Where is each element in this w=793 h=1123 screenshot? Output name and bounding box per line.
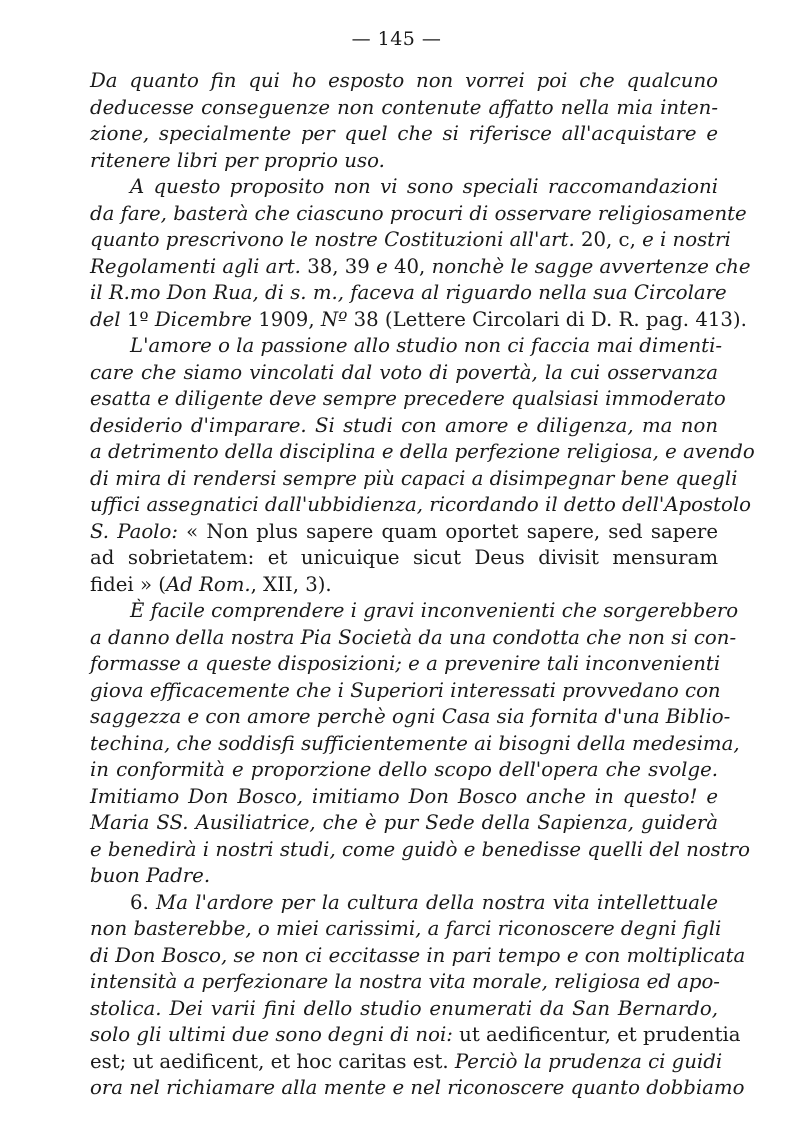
text-run: e i nostri — [635, 228, 731, 251]
text-line — [90, 466, 738, 493]
text-run: È facile comprendere i gravi inconvenienti che sorgerebbero — [130, 599, 739, 622]
text-run: Maria SS. Ausiliatrice, che è pur Sede della Sapienza, guiderà — [90, 811, 718, 834]
text-line — [90, 784, 718, 811]
text-line — [90, 413, 718, 440]
paragraph — [90, 333, 755, 598]
text-line — [90, 810, 718, 837]
text-line — [90, 227, 731, 254]
text-run: Imitiamo Don Bosco, imitiamo Don Bosco anche in questo! e — [90, 784, 718, 808]
text-run: 1909, — [258, 307, 315, 331]
text-run: techina, che soddisfi sufficientemente ai bisogni della medesima, — [90, 731, 740, 755]
text-run: Regolamenti agli art. — [90, 254, 308, 278]
text-run: « Non plus sapere quam oportet sapere, sed sapere — [186, 519, 718, 543]
text-run: uffici assegnatici dall'ubbidienza, ricordando il detto dell'Apostolo — [90, 493, 752, 516]
text-run: 1º — [126, 307, 149, 331]
text-run: ad sobrietatem: et unicuique sicut Deus divisit mensuram — [90, 546, 718, 569]
text-run: ut aedificentur, et prudentia — [459, 1023, 741, 1046]
text-line — [90, 360, 718, 387]
text-line — [90, 1049, 723, 1076]
text-line — [90, 678, 721, 705]
text-line — [90, 704, 731, 731]
text-line — [90, 731, 740, 758]
text-line — [90, 1075, 745, 1102]
text-line — [90, 651, 721, 678]
text-run: a danno della nostra Pia Società da una condotta che non si con- — [90, 625, 737, 649]
text-line — [90, 68, 718, 95]
text-line — [90, 121, 718, 148]
text-line — [90, 916, 722, 943]
text-run: in conformità e proporzione dello scopo dell'opera che svolge. — [90, 758, 718, 781]
page-number: — 145 — — [351, 28, 442, 50]
text-run: zione, specialmente per quel che si riferisce all'acquistare e — [90, 122, 718, 145]
text-run: care che siamo vincolati dal voto di povertà, la cui osservanza — [90, 360, 718, 384]
paragraph — [90, 598, 750, 890]
text-line — [90, 280, 727, 307]
text-run: di mira di rendersi sempre più capaci a disimpegnar bene quegli — [90, 466, 738, 490]
text-line — [90, 598, 739, 625]
text-line — [90, 1022, 741, 1049]
text-line — [90, 545, 718, 572]
text-line — [90, 254, 751, 281]
text-line — [90, 201, 747, 228]
text-line — [90, 492, 752, 519]
text-run: buon Padre. — [90, 864, 211, 887]
text-run: fidei » ( — [90, 572, 166, 596]
text-run: Nº — [314, 307, 354, 331]
text-run: nonchè le sagge avvertenze che — [425, 254, 751, 278]
text-line — [90, 519, 718, 546]
text-run: deducesse conseguenze non contenute affatto nella mia inten- — [90, 95, 718, 119]
text-line — [90, 837, 750, 864]
text-line — [90, 386, 726, 413]
text-run: Ma l'ardore per la cultura della nostra vita intellettuale — [156, 890, 718, 914]
text-run: stolica. Dei varii fini dello studio enumerati da San Bernardo, — [90, 996, 718, 1020]
paragraph — [90, 174, 751, 333]
text-run: 40, — [394, 254, 426, 278]
text-run: del — [90, 307, 127, 331]
text-line — [90, 333, 723, 360]
paragraph — [90, 890, 746, 1102]
text-run: Perciò la prudenza ci guidi — [454, 1049, 723, 1073]
text-run: 6. — [130, 890, 157, 914]
text-line — [90, 996, 718, 1023]
text-run: , XII, 3). — [250, 572, 332, 596]
text-line — [90, 148, 718, 175]
text-run: solo gli ultimi due sono degni di noi: — [90, 1023, 460, 1046]
text-line — [90, 969, 718, 996]
text-line — [90, 943, 746, 970]
text-run: 38, 39 — [307, 254, 370, 278]
text-run: Dicembre — [148, 307, 259, 331]
text-run: Ad Rom. — [165, 572, 251, 596]
text-run: ora nel richiamare alla mente e nel riconoscere quanto dobbiamo — [90, 1076, 745, 1099]
text-run: il R.mo Don Rua, di s. m., faceva al riguardo nella sua Circolare — [90, 281, 727, 304]
text-run: non basterebbe, o miei carissimi, a farci riconoscere degni figli — [90, 917, 722, 940]
text-run: 38 (Lettere Circolari di D. R. pag. 413). — [353, 307, 747, 331]
text-line — [90, 174, 718, 201]
text-run: Da quanto fin qui ho esposto non vorrei poi che qualcuno — [90, 69, 718, 92]
text-line — [90, 572, 718, 599]
text-line — [90, 863, 718, 890]
text-line — [90, 757, 718, 784]
text-run: esatta e diligente deve sempre precedere qualsiasi immoderato — [90, 387, 726, 410]
text-run: da fare, basterà che ciascuno procuri di osservare religiosamente — [90, 201, 747, 225]
text-run: est; ut aedificent, et hoc caritas est. — [90, 1049, 455, 1073]
text-run: L'amore o la passione allo studio non ci faccia mai dimenti- — [130, 334, 723, 357]
text-run: ritenere libri per proprio uso. — [90, 148, 385, 172]
text-line — [90, 439, 755, 466]
text-run: desiderio d'imparare. Si studi con amore e diligenza, ma non — [90, 413, 718, 437]
text-run: e benedirà i nostri studi, come guidò e benedisse quelli del nostro — [90, 837, 750, 861]
text-run: giova efficacemente che i Superiori interessati provvedano con — [90, 678, 721, 702]
text-run: A questo proposito non vi sono speciali raccomandazioni — [130, 175, 718, 198]
text-run: saggezza e con amore perchè ogni Casa sia fornita d'una Biblio- — [90, 705, 731, 728]
text-run: e — [369, 254, 394, 278]
text-run: 20, c, — [580, 228, 636, 251]
text-run: formasse a queste disposizioni; e a prevenire tali inconvenienti — [90, 652, 721, 675]
text-run: di Don Bosco, se non ci eccitasse in pari tempo e con moltiplicata — [90, 943, 746, 967]
text-run: a detrimento della disciplina e della perfezione religiosa, e avendo — [90, 440, 755, 463]
text-line — [90, 95, 718, 122]
body-text — [90, 68, 755, 1102]
text-run: quanto prescrivono le nostre Costituzioni all'art. — [90, 228, 581, 251]
text-line — [90, 890, 718, 917]
text-line — [90, 625, 737, 652]
paragraph — [90, 68, 718, 174]
text-run: S. Paolo: — [90, 519, 187, 543]
text-run: intensità a perfezionare la nostra vita morale, religiosa ed apo- — [90, 970, 720, 993]
text-line — [90, 307, 747, 334]
